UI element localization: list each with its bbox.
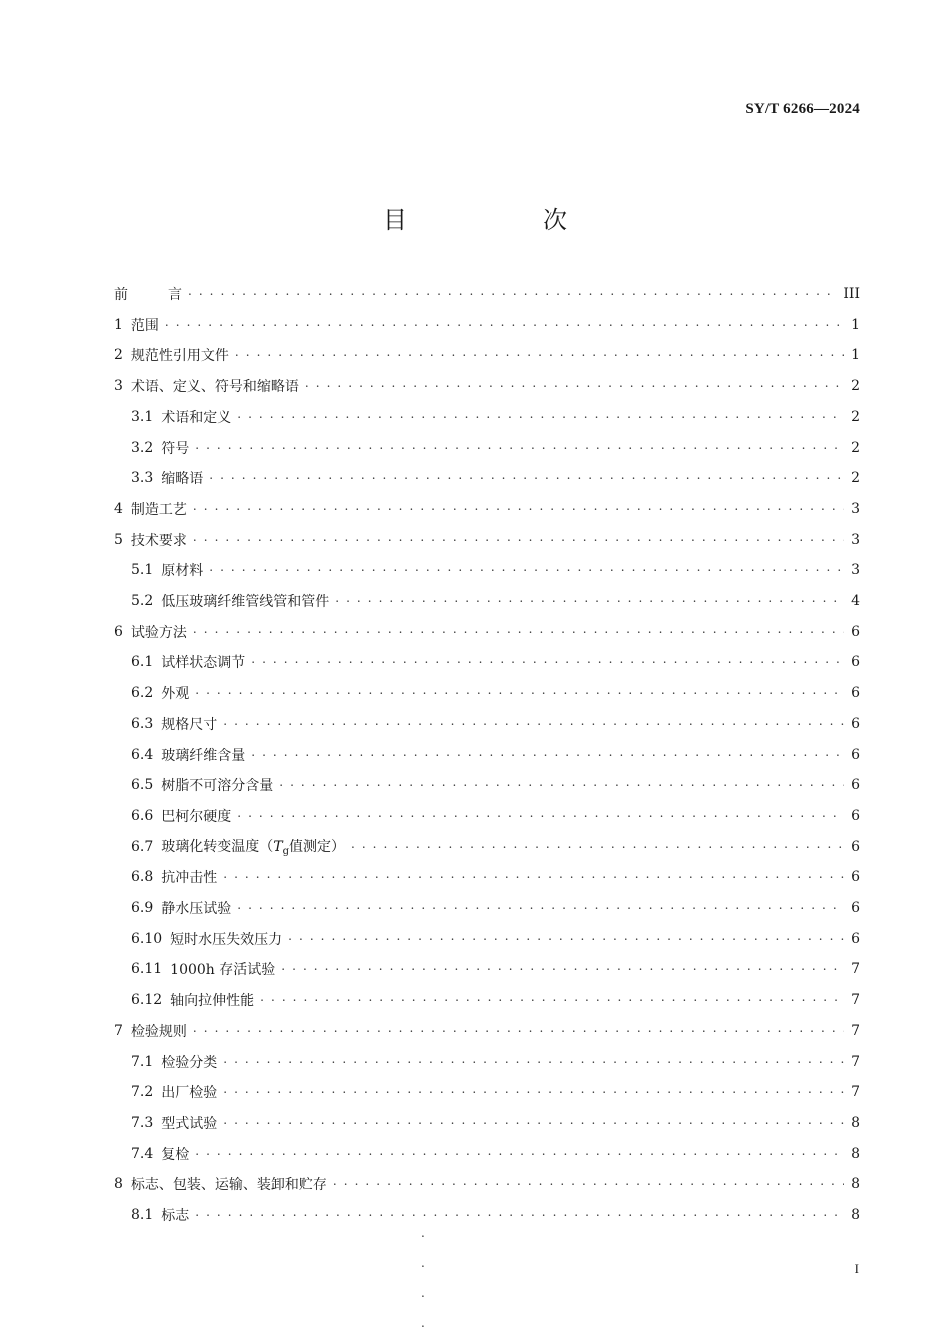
toc-entry-title: 标志 [161,1208,190,1224]
toc-leader-dots [223,1048,844,1076]
toc-entry-title: 言 [168,287,182,303]
toc-entry-title: 巴柯尔硬度 [161,808,232,825]
toc-leader-dots [193,526,844,554]
toc-leader-dots [209,464,844,492]
toc-entry[interactable] [114,341,860,369]
toc-leader-dots [223,1109,844,1137]
toc-leader-dots [223,1078,844,1106]
toc-entry-title: 标志、包装、运输、装卸和贮存 [130,1177,327,1194]
toc-entry-page: 6 [851,715,860,732]
stray-dot: . [421,1286,425,1300]
toc-leader-dots [260,986,844,1014]
toc-entry[interactable] [131,1109,860,1137]
toc-entry-number: 6.1 [131,654,154,671]
toc-entry-number: 6.5 [131,777,154,794]
toc-entry-page: 6 [851,685,860,702]
toc-entry[interactable] [131,955,860,983]
toc-entry-title: 1000h 存活试验 [170,962,276,979]
toc-entry-title: 规范性引用文件 [130,348,229,365]
toc-entry[interactable] [114,1017,860,1045]
toc-leader-dots [351,833,844,861]
toc-leader-dots [193,495,844,523]
toc-leader-dots [251,741,844,769]
toc-entry-number: 5.2 [131,593,154,609]
toc-leader-dots [165,311,844,339]
stray-dot: . [421,1316,425,1330]
toc-entry[interactable] [131,679,860,707]
toc-entry-page: 2 [851,408,860,425]
toc-entry-number: 3.2 [131,439,154,456]
toc-entry[interactable] [131,741,860,769]
toc-entry-page: 2 [851,470,860,487]
toc-entry-title: 术语、定义、符号和缩略语 [130,379,299,396]
toc-entry-number: 4 [114,500,123,517]
toc-entry[interactable] [114,280,860,308]
toc-entry-page: 7 [851,1053,860,1070]
stray-dot: . [421,1226,425,1240]
toc-leader-dots [193,1017,844,1045]
toc-entry-page: 6 [851,623,860,640]
toc-leader-dots [237,802,844,830]
page-number: I [854,1261,859,1276]
toc-entry[interactable] [131,556,860,584]
toc-entry-number: 6.6 [131,807,154,824]
toc-entry-title: 缩略语 [161,471,204,488]
toc-leader-dots [305,372,844,400]
toc-entry[interactable] [114,311,860,339]
toc-entry-page: 8 [851,1145,860,1162]
toc-entry[interactable] [131,434,860,462]
toc-entry[interactable] [131,986,860,1014]
toc-entry-number: 3.1 [131,408,154,425]
toc-entry-title: 玻璃化转变温度（$T_g$值测定） [161,839,346,858]
toc-entry-title: 短时水压失效压力 [170,931,283,948]
toc-entry[interactable] [114,618,860,646]
toc-entry-number: 8.1 [131,1207,154,1223]
toc-entry-number: 7 [114,1022,123,1039]
toc-entry-page: 8 [851,1176,860,1193]
toc-entry-number: 1 [114,316,123,333]
toc-leader-dots [195,1140,844,1168]
toc-entry-title: 原材料 [161,563,204,580]
toc-entry-page: 2 [851,439,860,456]
toc-entry-title: 范围 [130,317,159,334]
toc-entry[interactable] [114,1170,860,1198]
toc-entry-page: 3 [851,500,860,517]
toc-entry-title: 符号 [161,440,190,457]
toc-entry-page: 8 [851,1207,860,1223]
toc-entry-number: 6.8 [131,869,154,886]
toc-entry-page: 7 [851,1022,860,1039]
toc-entry-title: 玻璃纤维含量 [161,747,246,764]
toc-leader-dots [209,556,844,584]
toc-leader-dots [251,648,844,676]
toc-entry-title: 试样状态调节 [161,655,246,672]
toc-entry-number: 2 [114,347,123,364]
toc-entry-page: 3 [851,531,860,548]
toc-entry[interactable] [131,925,860,953]
toc-leader-dots [237,894,844,922]
toc-entry-number: 5.1 [131,562,154,579]
toc-entry-number: 6.11 [131,961,163,978]
toc-entry-title: 检验分类 [161,1054,218,1071]
toc-entry-number: 7.1 [131,1053,154,1070]
toc-leader-dots [195,1201,844,1229]
toc-entry-number: 3 [114,378,123,395]
toc-entry[interactable] [131,894,860,922]
toc-entry-title: 出厂检验 [161,1085,218,1102]
toc-entry-title: 复检 [161,1146,190,1163]
toc-entry-title: 试验方法 [130,624,187,641]
toc-entry[interactable] [114,372,860,400]
toc-leader-dots [195,679,844,707]
standard-code: SY/T 6266—2024 [745,101,860,117]
toc-entry-number: 7.3 [131,1114,154,1131]
toc-entry[interactable] [131,1048,860,1076]
toc-entry-number: 5 [114,531,123,548]
toc-entry-number: 6.9 [131,900,154,916]
toc-entry[interactable] [131,863,860,891]
toc-leader-dots [279,771,844,799]
toc-entry-title: 检验规则 [130,1023,187,1040]
toc-entry-number: 6.10 [131,930,163,947]
toc-entry-page: 6 [851,930,860,947]
toc-entry-title: 型式试验 [161,1115,218,1132]
toc-entry-title: 低压玻璃纤维管线管和管件 [161,594,330,610]
toc-entry-number: 8 [114,1176,123,1193]
toc-entry-title: 树脂不可溶分含量 [161,778,274,795]
toc-leader-dots [193,618,844,646]
toc-entry[interactable] [131,833,860,861]
toc-entry-page: 6 [851,777,860,794]
toc-entry-title: 技术要求 [130,532,187,549]
toc-entry-number: 7.2 [131,1084,154,1101]
toc-entry-page: 2 [851,378,860,395]
toc-entry-number: 3.3 [131,470,154,487]
toc-entry[interactable] [131,648,860,676]
toc-entry-title: 轴向拉伸性能 [170,993,255,1010]
toc-entry-page: 6 [851,746,860,763]
stray-leader-dots [421,1218,425,1338]
toc-entry-number: 6.2 [131,685,154,702]
toc-entry-title: 规格尺寸 [161,716,218,733]
toc-leader-dots [281,955,844,983]
toc-entry[interactable] [131,587,860,615]
toc-entry-page: 1 [851,347,860,364]
toc-entry-title: 外观 [161,686,190,703]
toc-entry-page: 7 [851,961,860,978]
toc-entry-page: 6 [851,869,860,886]
toc-entry-number: 6.3 [131,715,154,732]
toc-leader-dots [235,341,844,369]
toc-leader-dots [223,863,844,891]
toc-entry-page: 6 [851,838,860,855]
toc-entry[interactable] [131,403,860,431]
toc-leader-dots [223,710,844,738]
toc-entry[interactable] [131,1140,860,1168]
toc-leader-dots [188,280,837,308]
toc-entry-page: 8 [851,1114,860,1131]
page-title: 目 次 [383,206,623,234]
toc-leader-dots [237,403,844,431]
toc-entry-page: 4 [851,593,860,609]
toc-entry[interactable] [131,710,860,738]
toc-entry-page: 1 [851,316,860,333]
toc-entry-page: 7 [851,992,860,1009]
toc-entry-number: 前 [114,287,128,303]
toc-entry-page: III [843,286,860,302]
toc-entry-page: 6 [851,807,860,824]
toc-entry-title: 抗冲击性 [161,870,218,887]
toc-leader-dots [195,434,844,462]
toc-entry[interactable] [131,1078,860,1106]
toc-entry-page: 6 [851,654,860,671]
toc-entry-number: 6.4 [131,746,154,763]
toc-leader-dots [288,925,844,953]
toc-entry[interactable] [131,802,860,830]
toc-entry-number: 7.4 [131,1145,154,1162]
toc-entry[interactable] [114,495,860,523]
toc-entry-number: 6 [114,623,123,640]
toc-leader-dots [333,1170,844,1198]
toc-entry-number: 6.12 [131,992,163,1009]
toc-entry[interactable] [131,464,860,492]
toc-entry-title: 静水压试验 [161,901,232,917]
toc-entry-page: 3 [851,562,860,579]
toc-entry[interactable] [114,526,860,554]
toc-entry-number: 6.7 [131,838,154,855]
toc-entry-page: 6 [851,900,860,916]
toc-entry-title: 术语和定义 [161,409,232,426]
toc-entry[interactable] [131,771,860,799]
toc-leader-dots [335,587,844,615]
toc-entry-page: 7 [851,1084,860,1101]
stray-dot: . [421,1256,425,1270]
toc-entry[interactable] [131,1201,860,1229]
toc-entry-title: 制造工艺 [130,501,187,518]
